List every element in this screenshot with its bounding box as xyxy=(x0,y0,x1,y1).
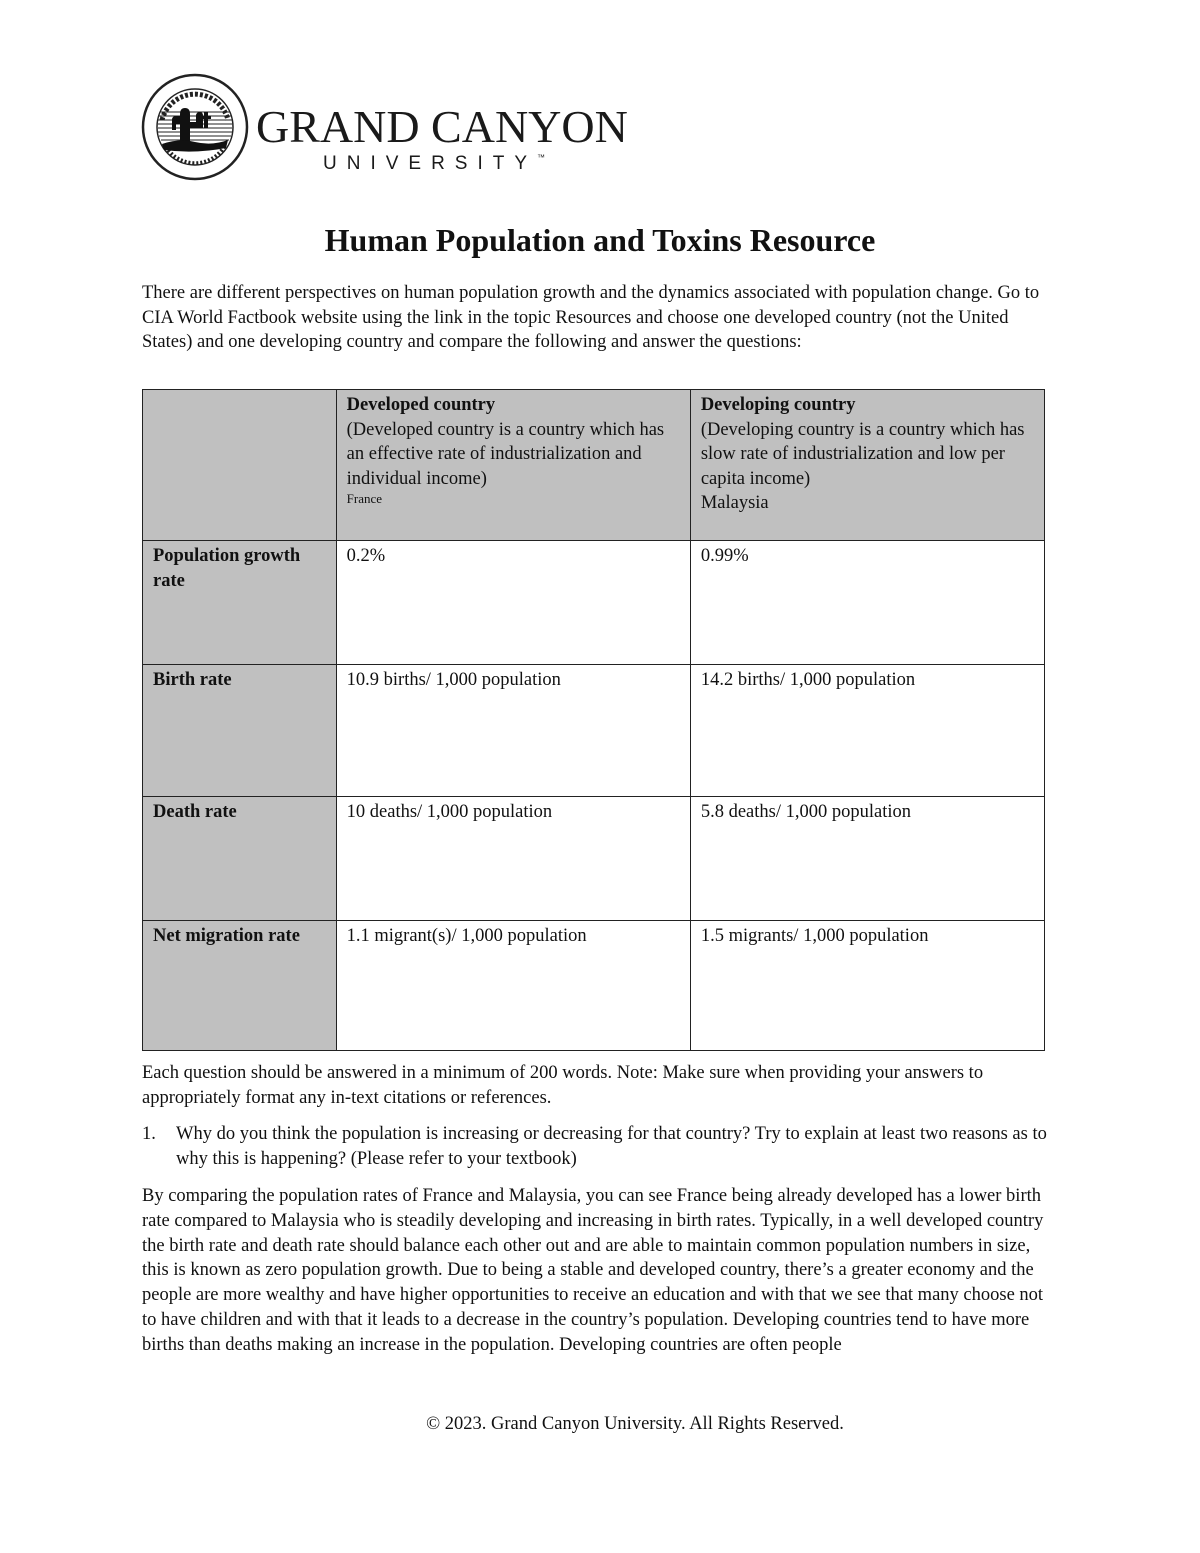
row-label: Death rate xyxy=(143,797,337,921)
developed-value: 10 deaths/ 1,000 population xyxy=(336,797,690,921)
row-label: Birth rate xyxy=(143,665,337,797)
header-developing-cell xyxy=(690,390,1044,541)
copyright-footer: © 2023. Grand Canyon University. All Rights Reserved. xyxy=(426,1414,844,1434)
answer-paragraph: By comparing the population rates of France and Malaysia, you can see France being already developed has a lower birth rate compared to Malaysia who is steadily developing and increasing in birth rates. Typically, in a well developed country the birth rate and death rate should balance each other out and are able to maintain common population numbers in size, this is known as zero population growth. Due to being a stable and developed country, there’s a greater economy and the people are more wealthy and have higher opportunities to receive an education and with that we see that many choose not to have children and with that it leads to a decrease in the country’s population. Developing countries tend to have more births than deaths making an increase in the population. Developing countries are often people xyxy=(142,1186,1044,1355)
table-row xyxy=(143,797,1045,921)
logo-wordmark: GRAND CANYON xyxy=(256,101,628,152)
intro-paragraph: There are different perspectives on human population growth and the dynamics associated with population change. Go to CIA World Factbook website using the link in the topic Resources and choose one developed country (not the United States) and one developing country and compare the following and answer the questions: xyxy=(142,283,1040,352)
developed-country: France xyxy=(346,491,383,506)
question-text: Why do you think the population is increasing or decreasing for that country? Try to explain at least two reasons as to why this is happening? (Please refer to your textbook) xyxy=(176,1124,1047,1169)
table-row xyxy=(143,541,1045,665)
instructions-paragraph: Each question should be answered in a minimum of 200 words. Note: Make sure when providing your answers to appropriately format any in-text citations or references. xyxy=(142,1063,984,1108)
developing-value: 14.2 births/ 1,000 population xyxy=(690,665,1044,797)
developing-heading: Developing country xyxy=(700,395,856,415)
page-title: Human Population and Toxins Resource xyxy=(324,222,876,258)
header-empty-cell xyxy=(143,390,337,541)
developing-description: (Developing country is a country which has slow rate of industrialization and low per capita income) xyxy=(700,419,1025,489)
developed-heading: Developed country xyxy=(346,395,496,415)
developed-value: 0.2% xyxy=(336,541,690,665)
trademark-symbol: ™ xyxy=(537,153,546,162)
developing-value: 0.99% xyxy=(690,541,1044,665)
header-developed-cell xyxy=(336,390,690,541)
university-seal-icon xyxy=(140,72,250,182)
developed-value: 1.1 migrant(s)/ 1,000 population xyxy=(336,921,690,1051)
university-logo xyxy=(140,72,628,182)
developing-value: 5.8 deaths/ 1,000 population xyxy=(690,797,1044,921)
developing-country: Malaysia xyxy=(700,493,769,513)
table-row xyxy=(143,665,1045,797)
logo-subtitle xyxy=(323,154,545,173)
question-item xyxy=(142,1122,1052,1171)
developed-value: 10.9 births/ 1,000 population xyxy=(336,665,690,797)
comparison-table xyxy=(142,389,1045,1051)
row-label: Net migration rate xyxy=(143,921,337,1051)
developing-value: 1.5 migrants/ 1,000 population xyxy=(690,921,1044,1051)
table-row xyxy=(143,921,1045,1051)
row-label: Population growth rate xyxy=(143,541,337,665)
question-number: 1. xyxy=(142,1124,156,1144)
developed-description: (Developed country is a country which has an effective rate of industrialization and individual income) xyxy=(346,419,665,489)
table-header-row xyxy=(143,390,1045,541)
logo-subtitle-text: UNIVERSITY xyxy=(323,153,538,174)
